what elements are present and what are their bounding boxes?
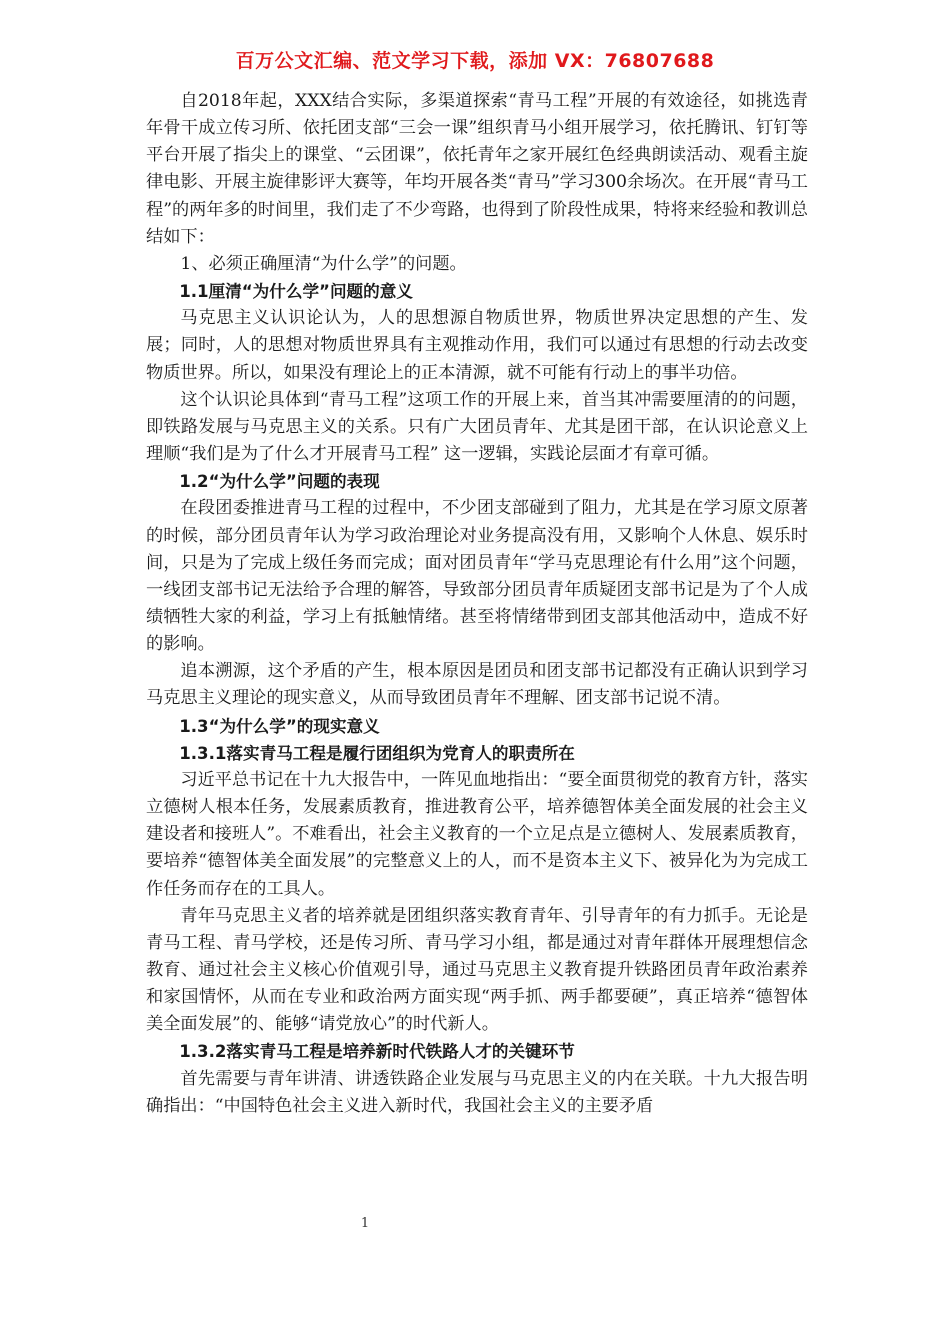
body-paragraph: 追本溯源，这个矛盾的产生，根本原因是团员和团支部书记都没有正确认识到学习马克思主义理论的现实意义，从而导致团员青年不理解、团支部书记说不清。 (146, 661, 808, 709)
section-heading: 1.2“为什么学”问题的表现 (179, 472, 380, 492)
body-paragraph: 首先需要与青年讲清、讲透铁路企业发展与马克思主义的内在关联。十九大报告明确指出：“中国特色社会主义进入新时代，我国社会主义的主要矛盾 (146, 1068, 808, 1116)
body-paragraph: 在段团委推进青马工程的过程中，不少团支部碰到了阻力，尤其是在学习原文原著的时候，部分团员青年认为学习政治理论对业务提高没有用，又影响个人休息、娱乐时间，只是为了完成上级任务而完成；面对团员青年“学马克思理论有什么用”这个问题，一线团支部书记无法给予合理的解答，导致部分团员青年质疑团支部书记是为了个人成绩牺牲大家的利益，学习上有抵触情绪。甚至将情绪带到团支部其他活动中，造成不好的影响。 (146, 498, 808, 655)
body-paragraph: 习近平总书记在十九大报告中，一阵见血地指出：“要全面贯彻党的教育方针，落实立德树人根本任务，发展素质教育，推进教育公平，培养德智体美全面发展的社会主义建设者和接班人”。不难看出，社会主义教育的一个立足点是立德树人、发展素质教育，要培养“德智体美全面发展”的完整意义上的人，而不是资本主义下、被异化为为完成工作任务而存在的工具人。 (146, 769, 808, 899)
body-paragraph: 青年马克思主义者的培养就是团组织落实教育青年、引导青年的有力抓手。无论是青马工程、青马学校，还是传习所、青马学习小组，都是通过对青年群体开展理想信念教育、通过社会主义核心价值观引导，通过马克思主义教育提升铁路团员青年政治素养和家国情怀，从而在专业和政治两方面实现“两手抓、两手都要硬”，真正培养“德智体美全面发展”的、能够“请党放心”的时代新人。 (146, 905, 808, 1035)
subsection-heading: 1.3.2落实青马工程是培养新时代铁路人才的关键环节 (179, 1042, 575, 1062)
body-paragraph: 这个认识论具体到“青马工程”这项工作的开展上来，首当其冲需要厘清的的问题，即铁路发展与马克思主义的关系。只有广大团员青年、尤其是团干部，在认识论意义上理顺“我们是为了什么才开展青马工程” 这一逻辑，实践论层面才有章可循。 (146, 389, 808, 465)
section-heading: 1.3“为什么学”的现实意义 (179, 716, 380, 736)
section-heading: 1.1厘清“为什么学”问题的意义 (179, 282, 413, 302)
subsection-heading: 1.3.1落实青马工程是履行团组织为党育人的职责所在 (179, 743, 575, 763)
section-lead: 1、必须正确厘清“为什么学”的问题。 (180, 253, 467, 274)
document-body (146, 88, 808, 1120)
watermark-banner: 百万公文汇编、范文学习下载，添加 VX：76807688 (235, 50, 715, 72)
page-number: 1 (360, 1216, 370, 1231)
body-paragraph: 自2018年起，XXX结合实际，多渠道探索“青马工程”开展的有效途径，如挑选青年骨干成立传习所、依托团支部“三会一课”组织青马小组开展学习，依托腾讯、钉钉等平台开展了指尖上的课堂、“云团课”，依托青年之家开展红色经典朗读活动、观看主旋律电影、开展主旋律影评大赛等，年均开展各类“青马”学习300余场次。在开展“青马工程”的两年多的时间里，我们走了不少弯路，也得到了阶段性成果，特将来经验和教训总结如下： (146, 91, 808, 247)
body-paragraph: 马克思主义认识论认为，人的思想源自物质世界，物质世界决定思想的产生、发展；同时，人的思想对物质世界具有主观推动作用，我们可以通过有思想的行动去改变物质世界。所以，如果没有理论上的正本清源，就不可能有行动上的事半功倍。 (146, 308, 808, 383)
